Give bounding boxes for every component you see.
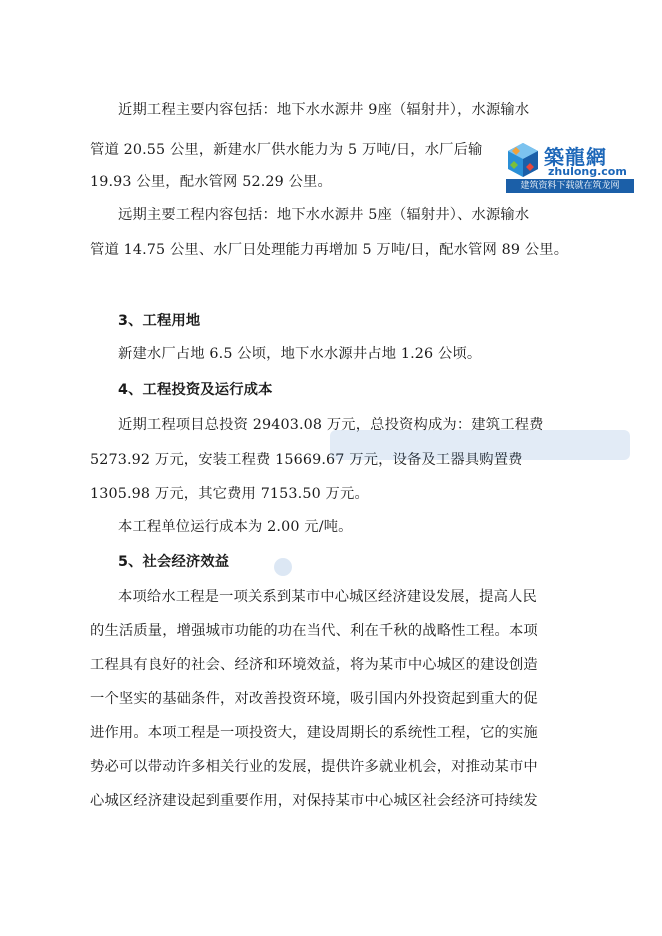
paragraph-line: 近期工程项目总投资 29403.08 万元，总投资构成为：建筑工程费	[118, 417, 544, 433]
section-heading-3: 3、工程用地	[118, 313, 201, 329]
section-heading-5: 5、社会经济效益	[118, 554, 230, 570]
paragraph-line: 本工程单位运行成本为 2.00 元/吨。	[118, 519, 353, 535]
paragraph-line: 19.93 公里，配水管网 52.29 公里。	[90, 174, 332, 190]
paragraph-line: 5273.92 万元，安装工程费 15669.67 万元，设备及工器具购置费	[90, 452, 523, 468]
paragraph-line: 1305.98 万元，其它费用 7153.50 万元。	[90, 486, 369, 502]
watermark	[330, 420, 640, 470]
paragraph-line: 管道 20.55 公里，新建水厂供水能力为 5 万吨/日，水厂后输	[90, 142, 483, 158]
paragraph-line: 一个坚实的基础条件，对改善投资环境，吸引国内外投资起到重大的促	[90, 691, 538, 707]
paragraph-line: 工程具有良好的社会、经济和环境效益，将为某市中心城区的建设创造	[90, 657, 538, 673]
logo-domain: zhulong.com	[548, 165, 627, 178]
section-heading-4: 4、工程投资及运行成本	[118, 382, 273, 398]
paragraph-line: 新建水厂占地 6.5 公顷，地下水水源井占地 1.26 公顷。	[118, 346, 482, 362]
paragraph-line: 心城区经济建设起到重要作用，对保持某市中心城区社会经济可持续发	[90, 793, 538, 809]
paragraph-line: 近期工程主要内容包括：地下水水源井 9座（辐射井），水源输水	[118, 102, 530, 118]
logo-cube-icon	[504, 141, 542, 179]
watermark-icon	[272, 556, 294, 582]
zhulong-logo	[498, 137, 636, 195]
paragraph-line: 的生活质量，增强城市功能的功在当代、利在千秋的战略性工程。本项	[90, 623, 538, 639]
logo-slogan: 建筑资料下载就在筑龙网	[506, 179, 634, 193]
paragraph-line: 进作用。本项工程是一项投资大，建设周期长的系统性工程，它的实施	[90, 725, 538, 741]
paragraph-line: 远期主要工程内容包括：地下水水源井 5座（辐射井）、水源输水	[118, 207, 530, 223]
paragraph-line: 管道 14.75 公里、水厂日处理能力再增加 5 万吨/日，配水管网 89 公里。	[90, 242, 569, 258]
paragraph-line: 本项给水工程是一项关系到某市中心城区经济建设发展，提高人民	[118, 589, 537, 605]
paragraph-line: 势必可以带动许多相关行业的发展，提供许多就业机会，对推动某市中	[90, 759, 538, 775]
logo-name: 築龍網	[544, 145, 607, 169]
